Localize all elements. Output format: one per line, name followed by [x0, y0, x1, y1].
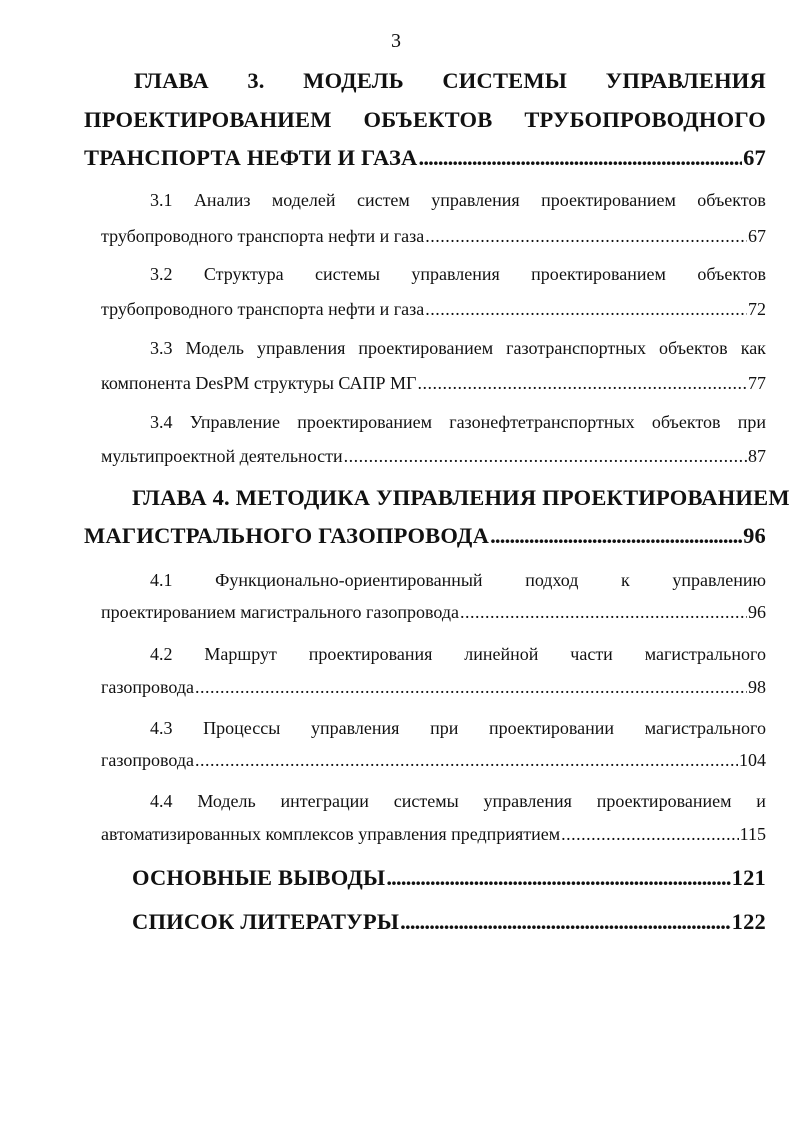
dot-leader	[460, 602, 747, 623]
toc-entry-title: ТРАНСПОРТА НЕФТИ И ГАЗА	[84, 145, 418, 170]
word: системы	[393, 791, 459, 811]
word: части	[570, 644, 613, 664]
word: как	[740, 338, 766, 358]
toc-entry-title: ОСНОВНЫЕ ВЫВОДЫ	[132, 865, 386, 890]
word: 3.	[247, 68, 265, 93]
toc-entry-title: трубопроводного транспорта нефти и газа	[101, 226, 425, 246]
toc-page-number: 122	[731, 909, 766, 934]
toc-page-number: 96	[743, 523, 766, 548]
toc-entry-3-4-line-1[interactable]	[150, 412, 766, 433]
word: при	[430, 718, 459, 738]
toc-entry-4-1-line-1[interactable]	[150, 570, 766, 591]
toc-entry-chapter-4[interactable]	[84, 523, 766, 549]
toc-entry-title: МАГИСТРАЛЬНОГО ГАЗОПРОВОДА	[84, 523, 490, 548]
word: интеграции	[280, 791, 369, 811]
word: МОДЕЛЬ	[303, 68, 404, 93]
toc-entry-title: газопровода	[101, 750, 195, 770]
toc-entry-4-3-line-2[interactable]	[101, 750, 766, 771]
toc-entry-4-1-line-2[interactable]	[101, 602, 766, 623]
word: Структура	[203, 264, 284, 284]
toc-entry-title: трубопроводного транспорта нефти и газа	[101, 299, 425, 319]
dot-leader	[400, 909, 731, 935]
toc-entry-title: проектированием магистрального газопровода	[101, 602, 460, 622]
toc-page-number: 121	[731, 865, 766, 890]
word: Процессы	[203, 718, 281, 738]
section-number: 4.3	[150, 718, 173, 738]
toc-page-number: 67	[748, 226, 766, 246]
chapter-title: ГЛАВА 4. МЕТОДИКА УПРАВЛЕНИЯ ПРОЕКТИРОВАНИЕМ	[132, 485, 790, 510]
word: управления	[256, 338, 346, 358]
word: объектов	[697, 264, 766, 284]
word: подход	[525, 570, 579, 590]
word: управления	[311, 718, 400, 738]
word: систем	[356, 190, 410, 210]
toc-entry-4-2-line-1[interactable]	[150, 644, 766, 665]
toc-entry-3-1-line-2[interactable]	[101, 226, 766, 247]
word: Модель	[185, 338, 244, 358]
word: Модель	[197, 791, 256, 811]
word: УПРАВЛЕНИЯ	[605, 68, 766, 93]
word: Управление	[189, 412, 280, 432]
chapter-3-title-line-1	[134, 68, 766, 94]
toc-page-number: 67	[743, 145, 766, 170]
section-number: 4.4	[150, 791, 173, 811]
word: магистрального	[644, 718, 766, 738]
toc-entry-title: автоматизированных комплексов управления предприятием	[101, 824, 561, 844]
word: Анализ	[193, 190, 251, 210]
section-number: 4.2	[150, 644, 173, 664]
word: при	[737, 412, 766, 432]
word: линейной	[464, 644, 539, 664]
word: ГЛАВА	[134, 68, 209, 93]
toc-page-number: 77	[748, 373, 766, 393]
section-number: 3.2	[150, 264, 173, 284]
toc-entry-4-2-line-2[interactable]	[101, 677, 766, 698]
toc-entry-3-3-line-2[interactable]	[101, 373, 766, 394]
toc-entry-3-3-line-1[interactable]	[150, 338, 766, 359]
toc-page-number: 87	[748, 446, 766, 466]
word: проектированием	[358, 338, 494, 358]
word: проектированием	[297, 412, 432, 432]
toc-entry-title: мультипроектной деятельности	[101, 446, 343, 466]
toc-entry-title: компонента DesPM структуры САПР МГ	[101, 373, 417, 393]
toc-entry-conclusions[interactable]	[132, 865, 766, 891]
page-number: 3	[391, 30, 401, 52]
word: управления	[483, 791, 572, 811]
word: объектов	[697, 190, 766, 210]
word: СИСТЕМЫ	[442, 68, 568, 93]
chapter-3-title-line-2	[84, 107, 766, 133]
word: управления	[431, 190, 520, 210]
dot-leader	[425, 299, 747, 320]
toc-entry-chapter-3[interactable]	[84, 145, 766, 171]
word: ПРОЕКТИРОВАНИЕМ	[84, 107, 332, 132]
word: к	[621, 570, 630, 590]
section-number: 3.4	[150, 412, 173, 432]
toc-page-number: 115	[739, 824, 766, 844]
toc-entry-3-1-line-1[interactable]	[150, 190, 766, 211]
toc-page-number: 96	[748, 602, 766, 622]
word: Функционально-ориентированный	[215, 570, 483, 590]
toc-page-number: 72	[748, 299, 766, 319]
word: проектированием	[541, 190, 676, 210]
word: системы	[315, 264, 380, 284]
dot-leader	[195, 750, 738, 771]
dot-leader	[386, 865, 730, 891]
word: газонефтетранспортных	[449, 412, 635, 432]
section-number: 3.1	[150, 190, 173, 210]
word: проектировании	[489, 718, 615, 738]
word: управления	[411, 264, 500, 284]
dot-leader	[425, 226, 747, 247]
toc-entry-title: СПИСОК ЛИТЕРАТУРЫ	[132, 909, 400, 934]
section-number: 4.1	[150, 570, 173, 590]
word: магистрального	[644, 644, 766, 664]
word: объектов	[659, 338, 728, 358]
toc-entry-references[interactable]	[132, 909, 766, 935]
toc-entry-4-4-line-2[interactable]	[101, 824, 766, 845]
chapter-4-title-line-1	[132, 485, 790, 511]
word: управлению	[672, 570, 766, 590]
toc-entry-4-3-line-1[interactable]	[150, 718, 766, 739]
word: ОБЪЕКТОВ	[363, 107, 493, 132]
toc-entry-3-2-line-1[interactable]	[150, 264, 766, 285]
word: проектированием	[596, 791, 732, 811]
toc-entry-3-2-line-2[interactable]	[101, 299, 766, 320]
word: моделей	[271, 190, 336, 210]
word: объектов	[651, 412, 721, 432]
dot-leader	[561, 824, 739, 845]
word: проектирования	[308, 644, 433, 664]
dot-leader	[195, 677, 747, 698]
dot-leader	[417, 373, 747, 394]
toc-entry-title: газопровода	[101, 677, 195, 697]
word: и	[756, 791, 766, 811]
dot-leader	[490, 523, 742, 549]
toc-entry-3-4-line-2[interactable]	[101, 446, 766, 467]
word: проектированием	[531, 264, 666, 284]
word: газотранспортных	[506, 338, 646, 358]
dot-leader	[418, 145, 742, 171]
toc-entry-4-4-line-1[interactable]	[150, 791, 766, 812]
word: Маршрут	[204, 644, 277, 664]
section-number: 3.3	[150, 338, 173, 358]
dot-leader	[344, 446, 747, 467]
toc-page-number: 98	[748, 677, 766, 697]
toc-page-number: 104	[739, 750, 766, 770]
word: ТРУБОПРОВОДНОГО	[524, 107, 766, 132]
